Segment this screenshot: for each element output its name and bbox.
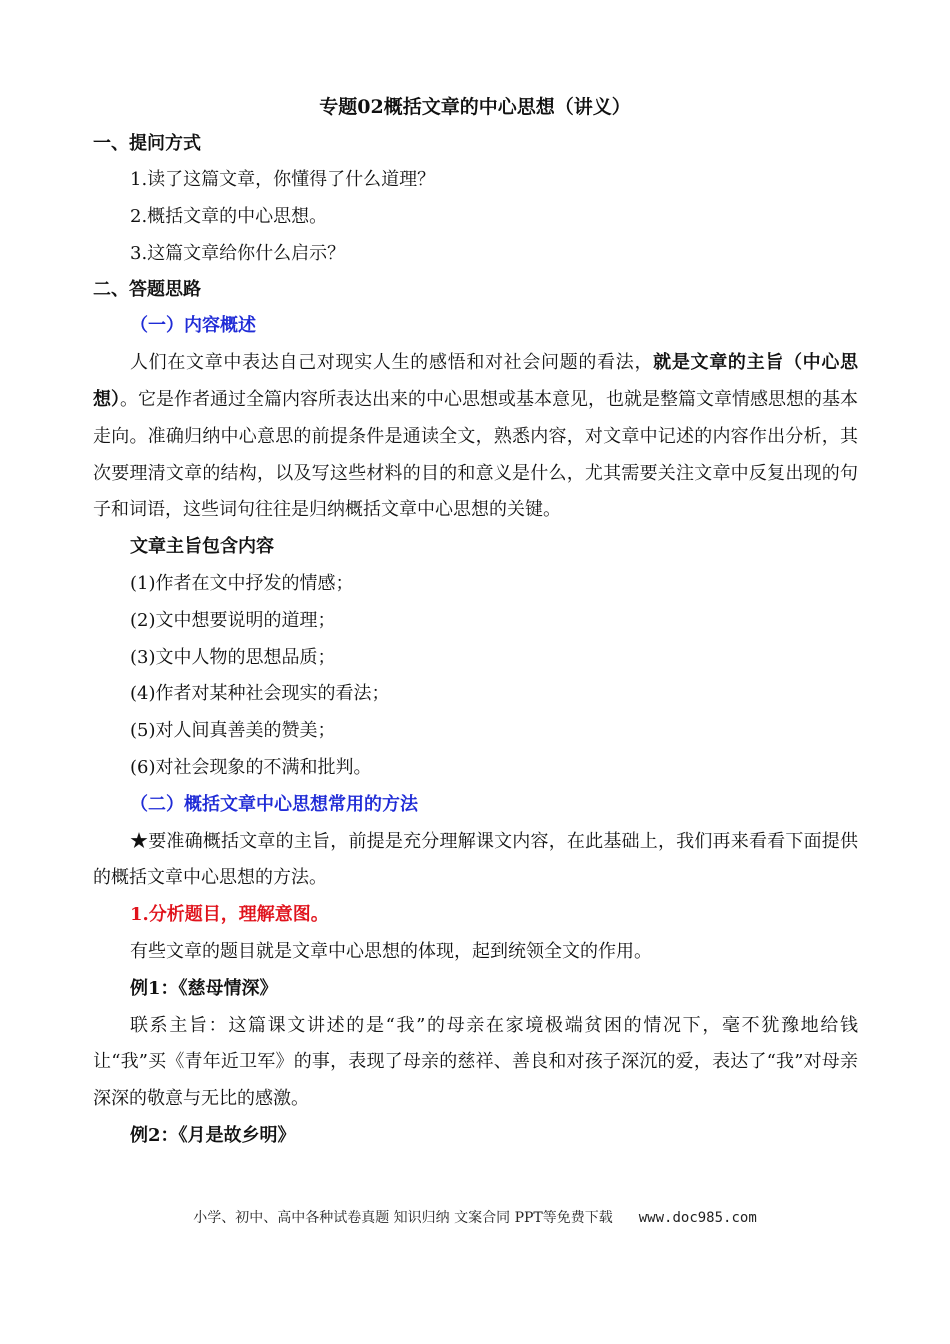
question-item: 3.这篇文章给你什么启示？	[130, 242, 346, 264]
question-item: 1.读了这篇文章，你懂得了什么道理？	[130, 169, 436, 190]
method1-text: 有些文章的题目就是文章中心思想的体现，起到统领全文的作用。	[130, 940, 652, 962]
example1-heading: 例1：《慈母情深》	[130, 977, 278, 999]
example2-heading: 例2：《月是故乡明》	[130, 1124, 296, 1146]
theme-list-heading: 文章主旨包含内容	[130, 536, 274, 558]
theme-list-item: (5)对人间真善美的赞美；	[130, 720, 336, 742]
document-title: 专题02概括文章的中心思想（讲义）	[319, 96, 631, 118]
theme-list-item: (2)文中想要说明的道理；	[130, 609, 336, 631]
theme-list-item: (4)作者对某种社会现实的看法；	[130, 683, 390, 705]
page-footer	[0, 1207, 950, 1227]
theme-list-item: (6)对社会现象的不满和批判。	[130, 756, 372, 778]
method1-heading: 1.分析题目，理解意图。	[130, 904, 329, 926]
section1-heading: 一、提问方式	[93, 133, 201, 154]
theme-list-item: (1)作者在文中抒发的情感；	[130, 572, 354, 594]
theme-list-item: (3)文中人物的思想品质；	[130, 646, 336, 668]
question-item: 2.概括文章的中心思想。	[130, 205, 328, 227]
overview-text-a: 人们在文章中表达自己对现实人生的感悟和对社会问题的看法，	[130, 352, 654, 374]
example1-text: 联系主旨：这篇课文讲述的是“我”的母亲在家境极端贫困的情况下，毫不犹豫地给钱让“我”买《青年近卫军》的事，表现了母亲的慈祥、善良和对孩子深沉的爱，表达了“我”对母亲深深的敬意与无比的感激。	[93, 1014, 858, 1110]
document-body	[93, 126, 858, 1155]
overview-text-b: 。它是作者通过全篇内容所表达出来的中心思想或基本意见，也就是整篇文章情感思想的基本走向。准确归纳中心意思的前提条件是通读全文，熟悉内容，对文章中记述的内容作出分析，其次要理清文章的结构，以及写这些材料的目的和意义是什么，尤其需要关注文章中反复出现的句子和词语，这些词句往往是归纳概括文章中心思想的关键。	[93, 388, 858, 521]
subsection1-heading: （一）内容概述	[130, 315, 256, 337]
section2-heading: 二、答题思路	[93, 279, 201, 301]
footer-url: www.doc985.com	[638, 1210, 757, 1226]
overview-text-bold: 就是文章的主旨（中心思想）	[93, 352, 858, 410]
methods-intro: ★要准确概括文章的主旨，前提是充分理解课文内容，在此基础上，我们再来看看下面提供的概括文章中心思想的方法。	[93, 830, 858, 889]
footer-text: 小学、初中、高中各种试卷真题 知识归纳 文案合同 PPT等免费下载	[193, 1210, 613, 1226]
subsection2-heading: （二）概括文章中心思想常用的方法	[130, 793, 418, 815]
overview-paragraph	[93, 345, 858, 529]
